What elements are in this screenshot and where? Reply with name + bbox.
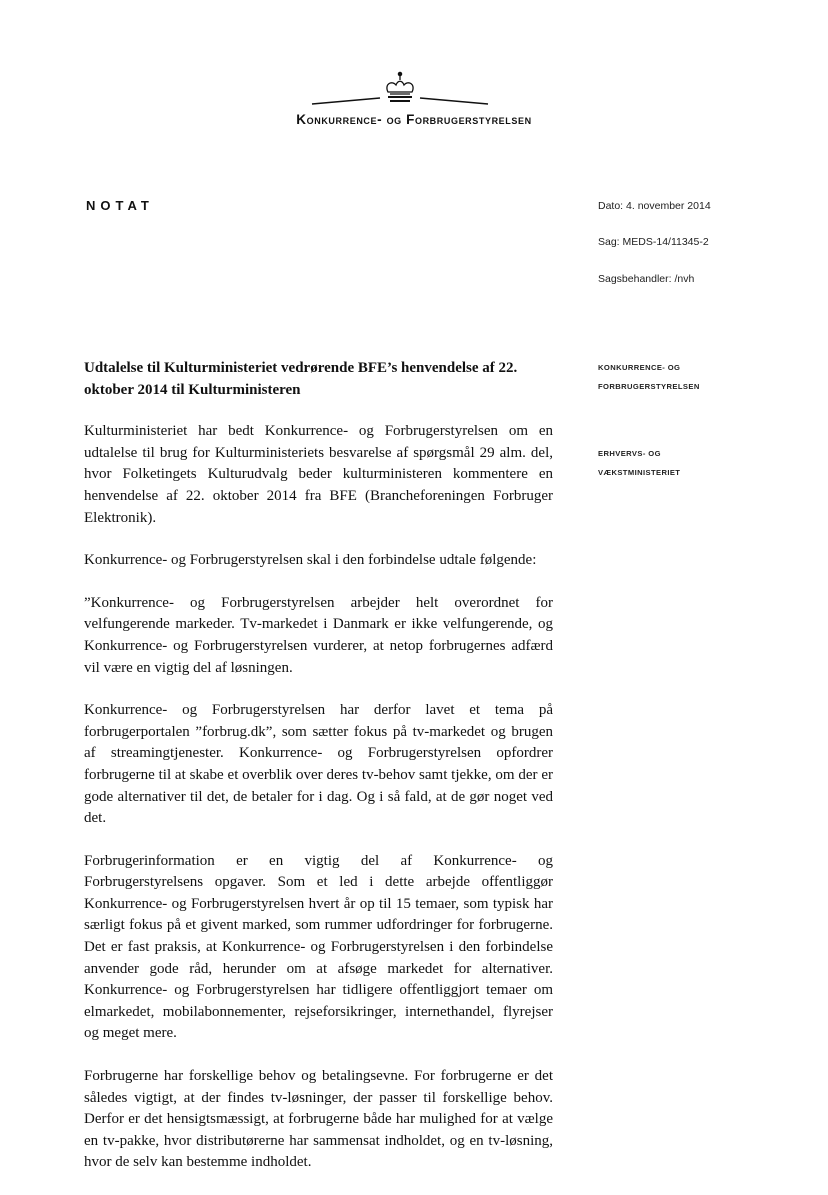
paragraph: Forbrugerne har forskellige behov og betalingsevne. For forbrugerne er det således vigtigt, at der findes tv-løsninger, der passer til forskellige behov. Derfor er det hensigtsmæssigt, at forbrugerne både har mulighed for at vælge en tv-pakke, hvor distributørerne har sammensat indholdet, og en tv-løsning, hvor de selv kan bestemme indholdet. xyxy=(84,1068,553,1171)
case-number: Sag: MEDS-14/11345-2 xyxy=(598,236,709,248)
paragraph: Forbrugerinformation er en vigtig del af Konkurrence- og Forbrugerstyrelsens opgaver. Som et led i dette arbejde offentliggør Konkurrence- og Forbrugerstyrelsen hvert år op til 15 temaer, som typisk har særligt fokus på et givent marked, som rummer udfordringer for forbrugerne. Det er fast praksis, at Konkurrence- og Forbrugerstyrelsen i den forbindelse anvender gode råd, herunder om at afsøge markedet for alternativer. Konkurrence- og Forbrugerstyrelsen har tidligere offentliggjort temaer om elmarkedet, mobilabonnementer, rejseforsikringer, internethandel, flyrejser og meget mere. xyxy=(84,852,553,1042)
sidebar-agency-line1: KONKURRENCE- OG xyxy=(598,363,681,372)
sidebar-ministry xyxy=(598,444,738,482)
sidebar-agency xyxy=(598,358,738,396)
case-handler: Sagsbehandler: /nvh xyxy=(598,273,695,285)
document-date: Dato: 4. november 2014 xyxy=(598,200,711,212)
sidebar-agency-line2: FORBRUGERSTYRELSEN xyxy=(598,382,700,391)
paragraph: Kulturministeriet har bedt Konkurrence- og Forbrugerstyrelsen om en udtalelse til brug for Kulturministeriets besvarelse af spørgsmål 29 alm. del, hvor Folketingets Kulturudvalg beder kulturministeren kommentere en henvendelse af 22. oktober 2014 fra BFE (Brancheforeningen Forbruger Elektronik). xyxy=(84,423,553,526)
document-type-label: NOTAT xyxy=(86,198,154,213)
paragraph: ”Konkurrence- og Forbrugerstyrelsen arbejder helt overordnet for velfungerende markeder. Tv-markedet i Danmark er ikke velfungerende, og Konkurrence- og Forbrugerstyrelsen vurderer, at netop forbrugernes adfærd vil være en vigtig del af løsningen. xyxy=(84,594,553,676)
royal-crown-logo xyxy=(310,70,490,110)
document-title: Udtalelse til Kulturministeriet vedrørende BFE’s henvendelse af 22. oktober 2014 til Kulturministeren xyxy=(84,360,518,398)
paragraph: Konkurrence- og Forbrugerstyrelsen har derfor lavet et tema på forbrugerportalen ”forbrug.dk”, som sætter fokus på tv-markedet og brugen af streamingtjenester. Konkurrence- og Forbrugerstyrelsen opfordrer forbrugerne til at skabe et overblik over deres tv-behov samt tjekke, om der er gode alternativer til det, de betaler for i dag. Og i så fald, at de gør noget ved det. xyxy=(84,702,553,827)
sidebar-ministry-line1: ERHVERVS- OG xyxy=(598,449,661,458)
agency-name-heading: Konkurrence- og Forbrugerstyrelsen xyxy=(296,112,532,127)
document-body xyxy=(84,358,553,1195)
paragraph: Konkurrence- og Forbrugerstyrelsen skal i den forbindelse udtale følgende: xyxy=(84,552,537,569)
sidebar-ministry-line2: VÆKSTMINISTERIET xyxy=(598,468,681,477)
